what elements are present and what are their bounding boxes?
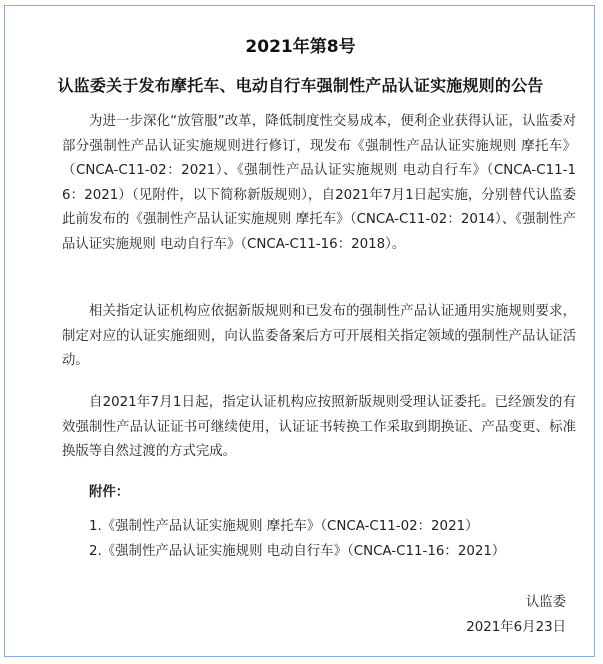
issue-date: 2021年6月23日 bbox=[466, 619, 566, 635]
issuer-name: 认监委 bbox=[525, 595, 566, 610]
document-frame bbox=[4, 5, 595, 657]
announcement-number: 2021年第8号 bbox=[245, 37, 356, 57]
body-paragraph-1: 为进一步深化“放管服”改革，降低制度性交易成本，便利企业获得认证，认监委对部分强制性产品认证实施规则进行修订，现发布《强制性产品认证实施规则 摩托车》（CNCA-C11-02：2021）、《强制性产品认证实施规则 电动自行车》（CNCA-C11-16：2021）（见附件，以下简称新版规则），自2021年7月1日起实施，分别替代认监委此前发布的《强制性产品认证实施规则 摩托车》（CNCA-C11-02：2014）、《强制性产品认证实施规则 电动自行车》（CNCA-C11-16：2018）。 bbox=[62, 114, 576, 252]
attachment-item-2: 2.《强制性产品认证实施规则 电动自行车》（CNCA-C11-16：2021） bbox=[89, 543, 506, 559]
attachments-list bbox=[62, 515, 576, 564]
attachments-label: 附件： bbox=[89, 485, 130, 500]
body-paragraph-2: 相关指定认证机构应依据新版规则和已发布的强制性产品认证通用实施规则要求，制定对应的认证实施细则，向认监委备案后方可开展相关指定领域的强制性产品认证活动。 bbox=[62, 304, 576, 368]
announcement-title: 认监委关于发布摩托车、电动自行车强制性产品认证实施规则的公告 bbox=[57, 76, 544, 95]
attachment-item-1: 1.《强制性产品认证实施规则 摩托车》（CNCA-C11-02：2021） bbox=[89, 519, 479, 534]
signature-block bbox=[466, 591, 566, 640]
body-paragraph-3: 自2021年7月1日起，指定认证机构应按照新版规则受理认证委托。已经颁发的有效强制性产品认证证书可继续使用，认证证书转换工作采取到期换证、产品变更、标准换版等自然过渡的方式完成。 bbox=[62, 395, 576, 459]
